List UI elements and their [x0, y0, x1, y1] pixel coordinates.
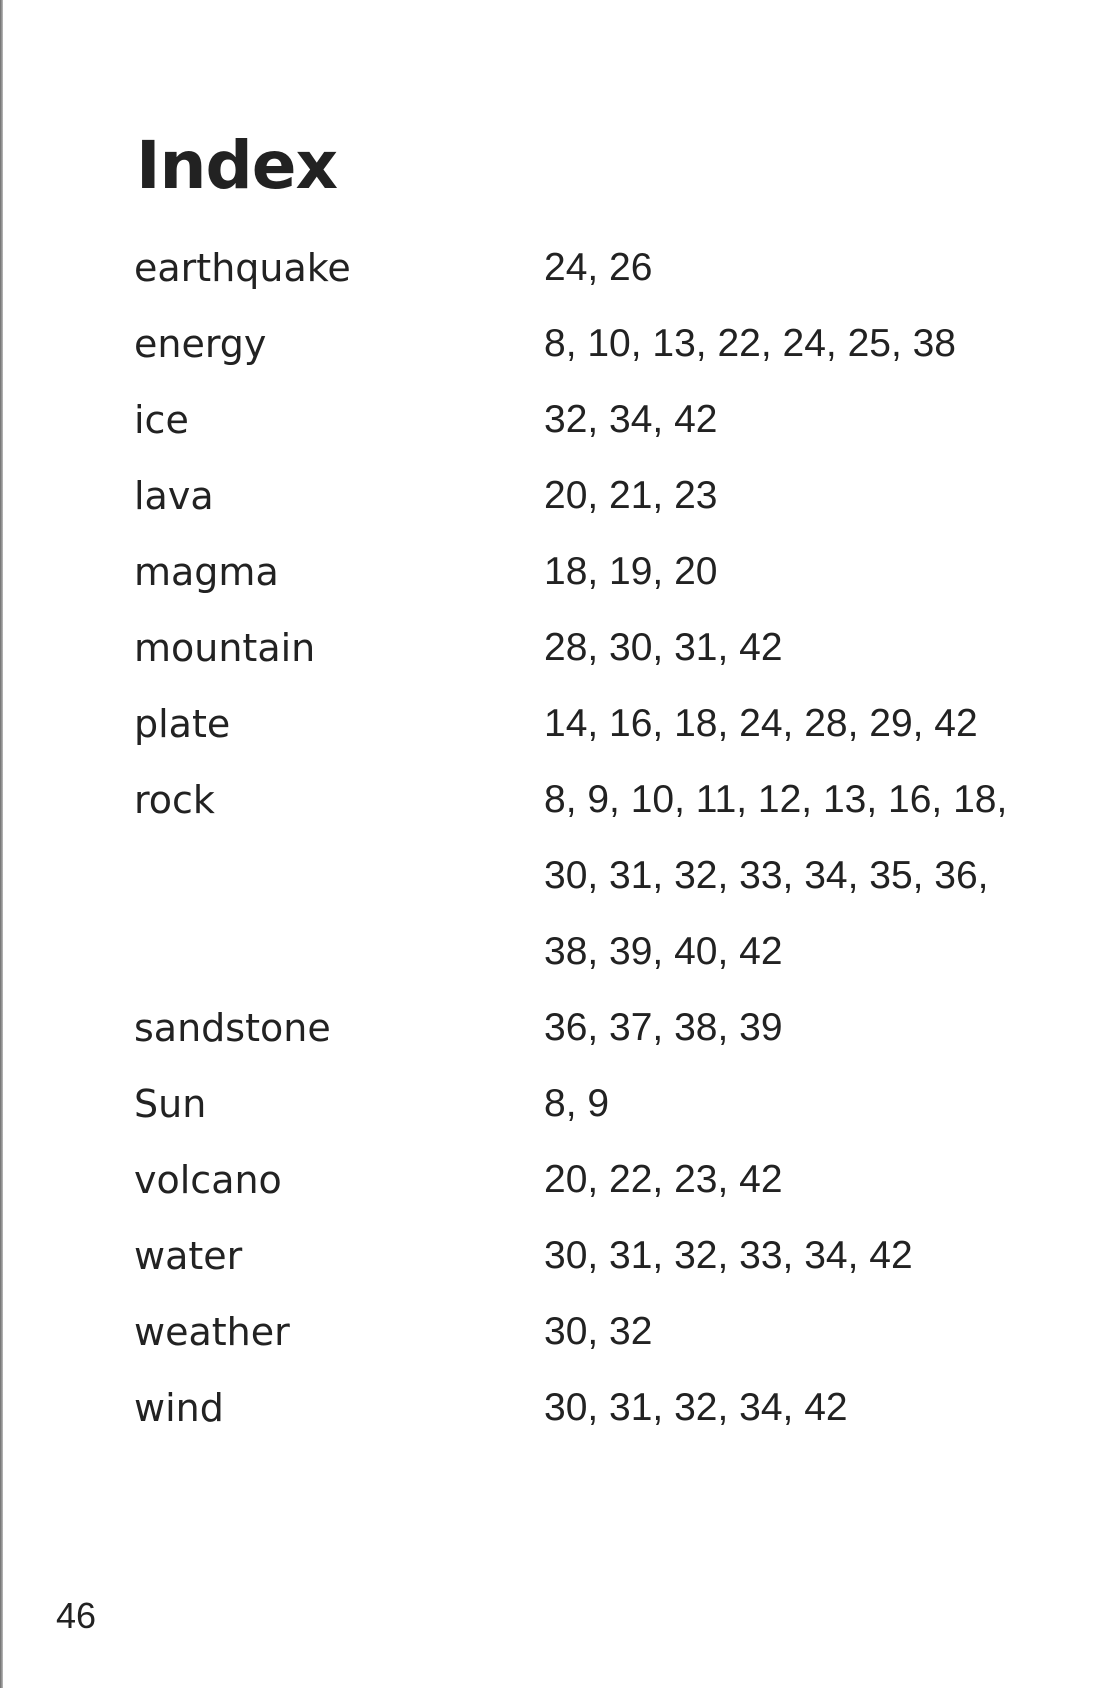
index-pages: 20, 21, 23: [544, 474, 718, 517]
page-title: Index: [136, 127, 338, 204]
page-edge: [0, 0, 3, 1688]
index-entry-ice: [134, 382, 1034, 458]
index-pages: 8, 10, 13, 22, 24, 25, 38: [544, 322, 956, 365]
index-term: ice: [134, 398, 189, 442]
index-term: energy: [134, 322, 267, 366]
index-pages: 8, 9, 10, 11, 12, 13, 16, 18, 30, 31, 32, 33, 34, 35, 36, 38, 39, 40, 42: [544, 778, 1008, 973]
index-term: plate: [134, 702, 231, 746]
index-pages: 32, 34, 42: [544, 398, 718, 441]
index-entry-lava: [134, 458, 1034, 534]
index-term: mountain: [134, 626, 316, 670]
index-term: sandstone: [134, 1006, 331, 1050]
index-pages: 30, 31, 32, 34, 42: [544, 1386, 848, 1429]
index-pages: 18, 19, 20: [544, 550, 718, 593]
index-list: [134, 230, 1034, 1446]
index-entry-energy: [134, 306, 1034, 382]
index-term: water: [134, 1234, 243, 1278]
index-entry-wind: [134, 1370, 1034, 1446]
index-term: Sun: [134, 1082, 207, 1126]
index-entry-sun: [134, 1066, 1034, 1142]
index-pages: 30, 31, 32, 33, 34, 42: [544, 1234, 913, 1277]
page-number: 46: [56, 1595, 97, 1636]
index-pages: 24, 26: [544, 246, 653, 289]
index-pages: 20, 22, 23, 42: [544, 1158, 783, 1201]
index-term: volcano: [134, 1158, 282, 1202]
index-pages: 36, 37, 38, 39: [544, 1006, 783, 1049]
index-pages: 14, 16, 18, 24, 28, 29, 42: [544, 702, 978, 745]
index-entry-earthquake: [134, 230, 1034, 306]
index-entry-weather: [134, 1294, 1034, 1370]
index-entry-magma: [134, 534, 1034, 610]
index-term: weather: [134, 1310, 290, 1354]
index-pages: 30, 32: [544, 1310, 653, 1353]
index-pages: 28, 30, 31, 42: [544, 626, 783, 669]
index-entry-mountain: [134, 610, 1034, 686]
index-term: earthquake: [134, 246, 351, 290]
index-entry-rock: [134, 762, 1034, 990]
index-term: wind: [134, 1386, 224, 1430]
index-term: magma: [134, 550, 279, 594]
index-entry-plate: [134, 686, 1034, 762]
index-entry-sandstone: [134, 990, 1034, 1066]
index-pages: 8, 9: [544, 1082, 610, 1125]
index-term: rock: [134, 778, 215, 822]
index-entry-volcano: [134, 1142, 1034, 1218]
index-entry-water: [134, 1218, 1034, 1294]
index-term: lava: [134, 474, 214, 518]
